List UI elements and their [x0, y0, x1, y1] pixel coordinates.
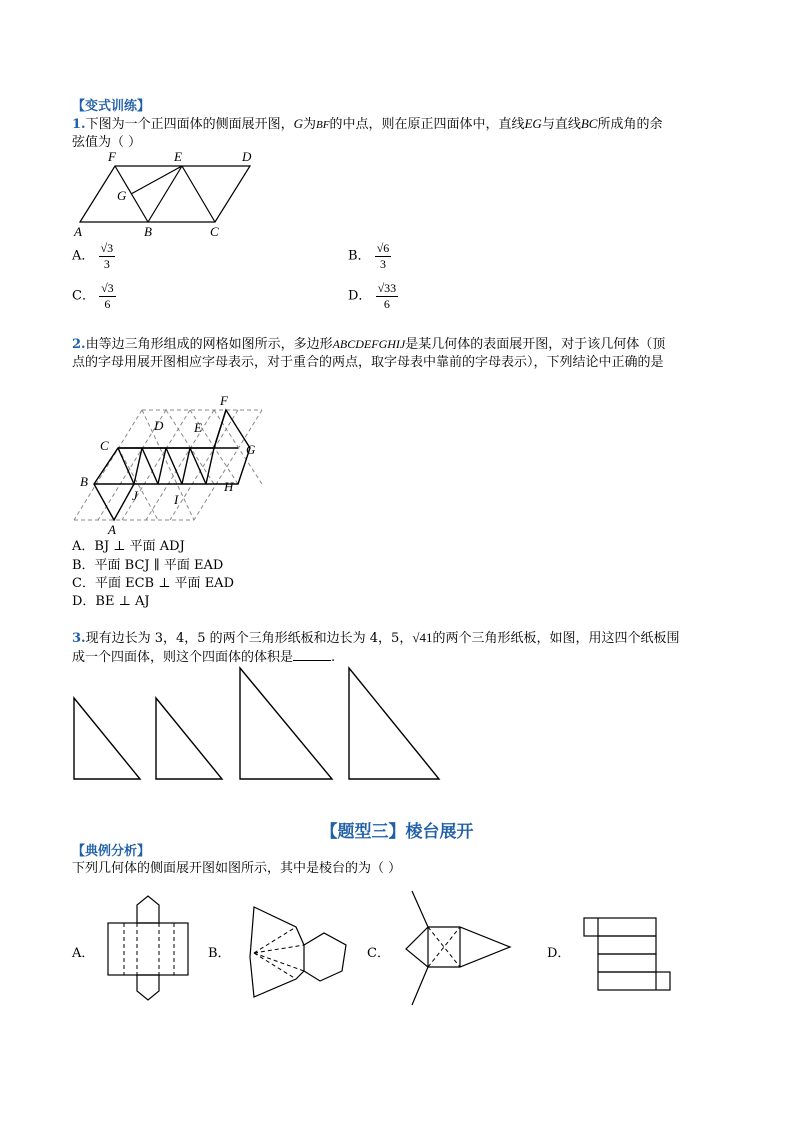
q4-option-c-label[interactable]: C．: [367, 946, 390, 961]
q1-option-d-letter: D．: [348, 288, 372, 304]
q1-option-c-frac: [99, 280, 116, 312]
q2-grid-dashed: [74, 410, 262, 520]
q4-option-d-figure[interactable]: [580, 914, 676, 996]
q2-label-a: A: [108, 522, 116, 537]
q3-text-b: 的两个三角形纸板，如图，用这四个纸板围: [432, 631, 680, 646]
q2-label-d: D: [154, 418, 164, 433]
q2-label-j: J: [132, 488, 138, 503]
q3-text-a: 现有边长为 3，4，5 的两个三角形纸板和边长为 4，5，: [85, 631, 413, 646]
q2-option-d[interactable]: D．BE ⊥ AJ: [72, 594, 150, 609]
q1-option-a-den: 3: [103, 257, 110, 271]
q1-bc: BC: [580, 116, 598, 131]
q1-stem-line2: 弦值为（ ）: [72, 135, 142, 150]
q1-text-d: 与直线: [541, 117, 581, 132]
q1-label-d: D: [242, 149, 252, 164]
section3-title: 【题型三】棱台展开: [320, 822, 474, 842]
q1-option-d[interactable]: [348, 280, 398, 312]
q4a-rect: [108, 923, 188, 975]
q4a-bottom-flap: [137, 975, 159, 1000]
q1-option-c[interactable]: [72, 280, 116, 312]
q4a-top-flap: [137, 896, 159, 923]
q4d-row3: [598, 954, 656, 972]
q1-text-c: 的中点，则在原正四面体中，直线: [329, 117, 525, 132]
q1-option-c-den: 6: [104, 297, 111, 311]
q1-g: G: [293, 116, 303, 131]
q2-grid-figure: [70, 388, 270, 538]
q1-bf: BF: [316, 119, 330, 131]
q4-option-b-figure[interactable]: [246, 905, 356, 1000]
q3-triangle-2: [156, 698, 222, 779]
q2-text-b: 是某几何体的表面展开图，对于该几何体（顶: [405, 337, 666, 352]
q2-option-c[interactable]: C．平面 ECB ⊥ 平面 EAD: [72, 576, 234, 591]
q2-label-c: C: [100, 438, 109, 453]
q1-option-d-frac: [376, 280, 399, 312]
q3-triangles-figure: [70, 664, 450, 784]
q1-option-b-den: 3: [380, 257, 386, 271]
q2-stem-line2: 点的字母用展开图相应字母表示，对于重合的两点，取字母表中靠前的字母表示），下列结论中正确的是: [72, 355, 664, 370]
q3-text-d: .: [331, 650, 336, 665]
q1-text-e: 所成角的余: [597, 117, 663, 132]
q2-option-b[interactable]: B．平面 BCJ ∥ 平面 EAD: [72, 558, 224, 573]
q2-label-e: E: [194, 420, 202, 435]
q1-label-a: A: [74, 224, 82, 239]
q1-label-g: G: [117, 188, 127, 203]
q1-option-a-frac: [99, 240, 116, 272]
q4b-outline: [250, 907, 346, 997]
q1-text-a: 下图为一个正四面体的侧面展开图，: [85, 117, 294, 132]
example-analysis-header: 【典例分析】: [72, 844, 151, 859]
q2-label-i: I: [174, 492, 179, 507]
q4-option-a-label[interactable]: A．: [72, 946, 95, 961]
q1-text-b: 为: [302, 117, 316, 132]
q3-triangle-4: [349, 668, 439, 779]
q1-label-c: C: [210, 224, 219, 239]
q1-option-b-num: √6: [376, 241, 390, 255]
q4-option-a-figure[interactable]: [104, 893, 192, 1003]
q2-label-h: H: [224, 479, 234, 494]
q2-option-a[interactable]: A．BJ ⊥ 平面 ADJ: [72, 539, 185, 554]
q1-option-b[interactable]: [348, 240, 391, 272]
q2-label-b: B: [80, 474, 88, 489]
q3-number: 3.: [72, 631, 86, 646]
q4c-outline: [406, 891, 510, 1005]
q4d-row1: [584, 918, 656, 936]
q4-option-b-label[interactable]: B．: [208, 946, 231, 961]
q3-triangle-3: [240, 668, 332, 779]
q1-eg: EG: [524, 116, 542, 131]
q3-text-c: 成一个四面体，则这个四面体的体积是: [72, 650, 294, 665]
q1-line-ec: [182, 166, 215, 222]
q1-label-b: B: [144, 224, 152, 239]
q2-number: 2.: [72, 337, 86, 352]
q2-label-f: F: [220, 393, 228, 408]
q4-option-c-figure[interactable]: [402, 887, 518, 1013]
q1-option-b-frac: [375, 240, 392, 272]
q4d-row2: [598, 936, 656, 954]
variant-training-header: 【变式训练】: [72, 99, 151, 114]
q2-text-a: 由等边三角形组成的网格如图所示，多边形: [85, 337, 333, 352]
q4d-row4: [598, 972, 670, 990]
q2-poly: ABCDEFGHIJ: [332, 337, 406, 351]
q1-option-d-num: √33: [377, 281, 397, 295]
q1-option-b-letter: B．: [348, 248, 371, 264]
q4-option-d-label[interactable]: D．: [547, 946, 571, 961]
q1-net-figure: [70, 148, 260, 240]
q1-option-c-num: √3: [101, 281, 114, 295]
q1-stem-line1: [72, 113, 662, 136]
q1-label-e: E: [174, 149, 182, 164]
q2-net-outline: [94, 410, 250, 520]
q1-option-a[interactable]: [72, 240, 115, 272]
q1-option-a-letter: A．: [72, 248, 95, 264]
q3-sqrt41: √41: [412, 630, 433, 645]
q1-line-be: [148, 166, 182, 222]
q1-line-ge: [131, 166, 182, 194]
q1-option-d-den: 6: [383, 297, 390, 311]
q1-label-f: F: [108, 149, 116, 164]
q4-stem: 下列几何体的侧面展开图如图所示，其中是棱台的为（ ）: [72, 861, 402, 876]
q1-option-c-letter: C．: [72, 288, 95, 304]
q1-number: 1.: [72, 117, 86, 132]
q3-triangle-1: [74, 698, 140, 779]
q2-label-g: G: [246, 442, 256, 457]
q1-option-a-num: √3: [100, 241, 114, 255]
q3-answer-blank[interactable]: [293, 648, 331, 661]
